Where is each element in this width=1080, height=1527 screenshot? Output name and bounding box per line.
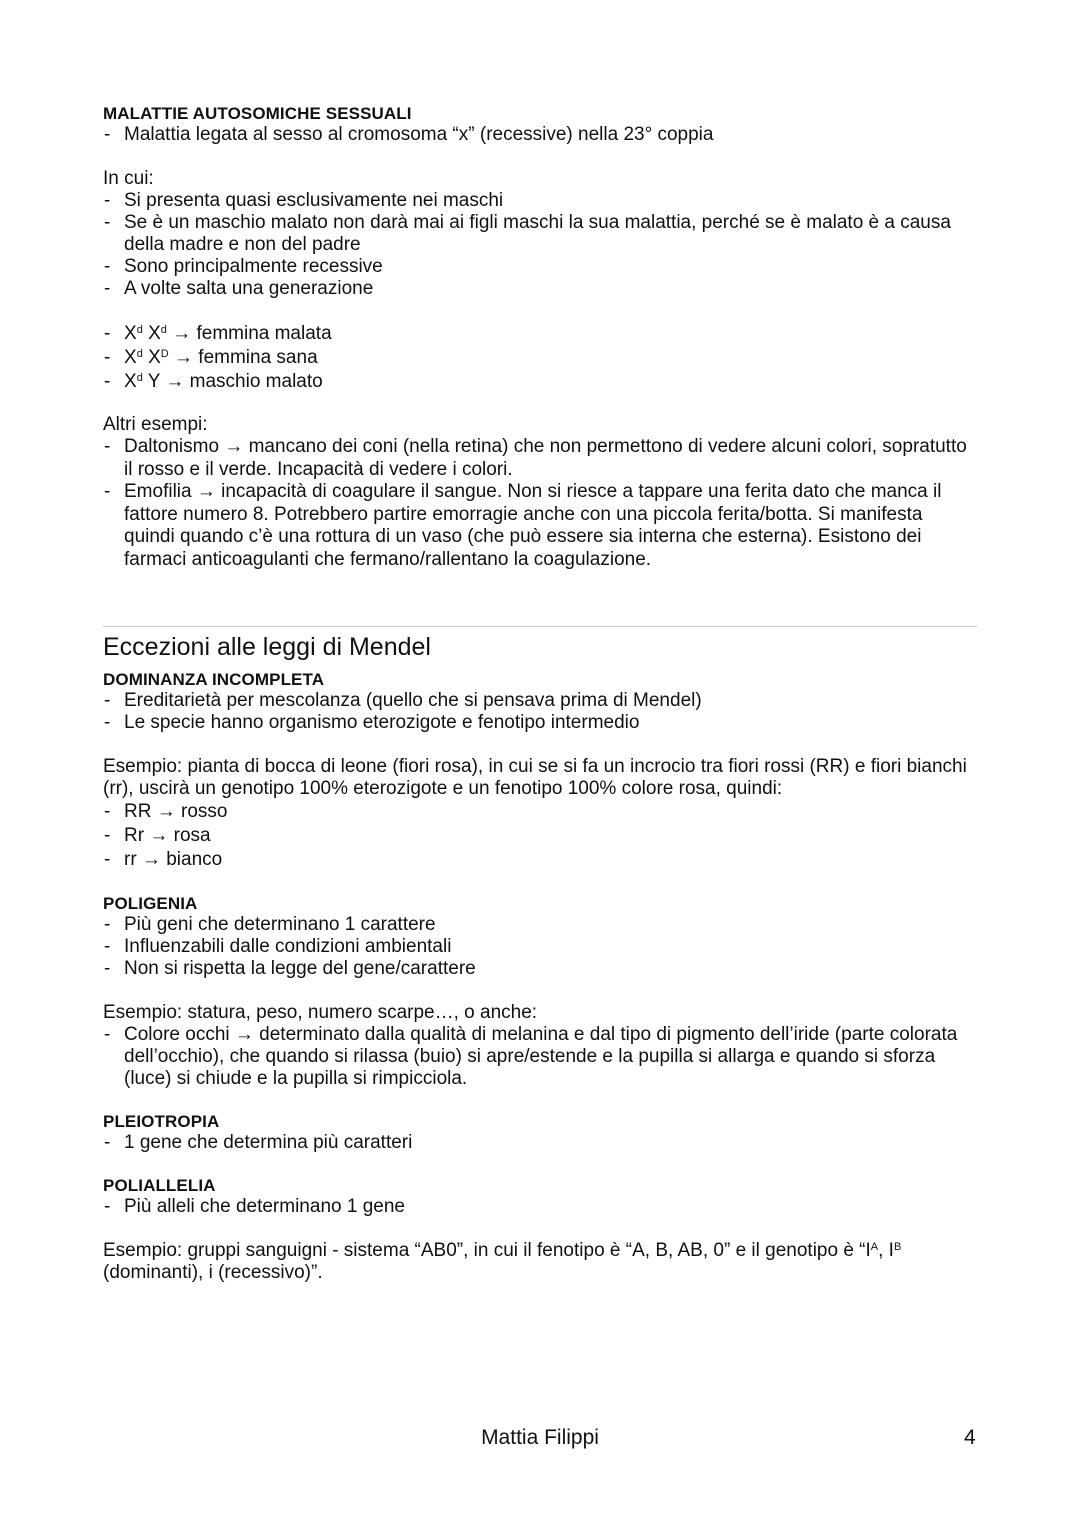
arrow-icon: → — [156, 801, 176, 822]
section-divider — [103, 626, 977, 627]
genotype-item: - $X^d$ $X^D \to femmina$ sana — [103, 346, 977, 370]
definition-list — [103, 124, 977, 146]
list-item: - Emofilia → incapacità di coagulare il sangue. Non si riesce a tappare una ferita dato che manca il fattore numero 8. Potrebbero partire emorragie anche con una piccola ferita/botta. Si manifesta quindi quando c’è una rottura di un vaso (che può essere sia interna che esterna). Esistono dei farmaci anticoagulanti che fermano/rallentano la coagulazione. — [103, 481, 977, 571]
arrow-icon: → — [174, 347, 194, 368]
list-item: - Si presenta quasi esclusivamente nei maschi — [103, 190, 977, 212]
heading-poligenia: POLIGENIA — [103, 894, 198, 913]
cross-item: - RR → rosso — [103, 800, 977, 824]
dominanza-list — [103, 690, 977, 734]
section-title: Eccezioni alle leggi di Mendel — [103, 633, 431, 661]
cross-list — [103, 800, 977, 872]
heading-dominanza-incompleta: DOMINANZA INCOMPLETA — [103, 670, 325, 689]
other-examples-list — [103, 436, 977, 571]
arrow-icon: → — [196, 481, 216, 502]
genotype-list — [103, 322, 977, 394]
arrow-icon: → — [141, 849, 161, 870]
list-item: - Ereditarietà per mescolanza (quello che si pensava prima di Mendel) — [103, 690, 977, 712]
cross-item: - Rr → rosa — [103, 824, 977, 848]
list-item: - Più geni che determinano 1 carattere — [103, 914, 977, 936]
example-text: Esempio: pianta di bocca di leone (fiori rosa), in cui se si fa un incrocio tra fiori rossi (RR) e fiori bianchi (rr), uscirà un genotipo 100% eterozigote e un fenotipo 100% colore rosa, quindi: — [103, 756, 967, 799]
list-item: - Malattia legata al sesso al cromosoma “x” (recessive) nella 23° coppia — [103, 124, 977, 146]
eye-color-list — [103, 1024, 977, 1090]
poliallelia-list — [103, 1196, 977, 1218]
list-item: - Se è un maschio malato non darà mai ai figli maschi la sua malattia, perché se è malato è a causa della madre e non del padre — [103, 212, 977, 256]
arrow-icon: → — [149, 825, 169, 846]
author-name: Mattia Filippi — [481, 1426, 599, 1449]
cross-item: - rr → bianco — [103, 848, 977, 872]
list-item: - Più alleli che determinano 1 gene — [103, 1196, 977, 1218]
list-item: - Sono principalmente recessive — [103, 256, 977, 278]
genotype-item: - $X^d$ Y → maschio malato — [103, 370, 977, 394]
list-item: - Non si rispetta la legge del gene/carattere — [103, 958, 977, 980]
arrow-icon: → — [172, 323, 192, 344]
poligenia-list — [103, 914, 977, 980]
list-item: - A volte salta una generazione — [103, 278, 977, 300]
list-item: - Influenzabili dalle condizioni ambientali — [103, 936, 977, 958]
list-item: - Le specie hanno organismo eterozigote e fenotipo intermedio — [103, 712, 977, 734]
list-item: - Daltonismo → mancano dei coni (nella retina) che non permettono di vedere alcuni colori, sopratutto il rosso e il verde. Incapacità di vedere i colori. — [103, 436, 977, 481]
list-item: - Colore occhi → determinato dalla qualità di melanina e dal tipo di pigmento dell’iride (parte colorata dell’occhio), che quando si rilassa (buio) si apre/estende e la pupilla si allarga e quando si sforza (luce) si chiude e la pupilla si rimpicciola. — [103, 1024, 977, 1090]
blood-group-example: Esempio: gruppi sanguigni - sistema “AB0”, in cui il fenotipo è “A, B, AB, 0” e il genotipo è “$I^A$, $I^B$ (dominanti), i (recessivo)”. — [103, 1240, 902, 1283]
page-number: 4 — [964, 1426, 976, 1449]
intro-text: In cui: — [103, 168, 154, 189]
heading-malattie-autosomiche: MALATTIE AUTOSOMICHE SESSUALI — [103, 104, 412, 123]
heading-poliallelia: POLIALLELIA — [103, 1176, 216, 1195]
genotype-item: - $X^d$ $X^d \to femmina$ malata — [103, 322, 977, 346]
document-page — [103, 104, 977, 1284]
others-intro: Altri esempi: — [103, 414, 208, 435]
arrow-icon: → — [224, 436, 244, 457]
arrow-icon: → — [165, 371, 185, 392]
heading-pleiotropia: PLEIOTROPIA — [103, 1112, 220, 1131]
example-text: Esempio: statura, peso, numero scarpe…, o anche: — [103, 1002, 538, 1023]
list-item: - 1 gene che determina più caratteri — [103, 1132, 977, 1154]
characteristics-list — [103, 190, 977, 300]
arrow-icon: → — [234, 1024, 254, 1045]
pleiotropia-list — [103, 1132, 977, 1154]
